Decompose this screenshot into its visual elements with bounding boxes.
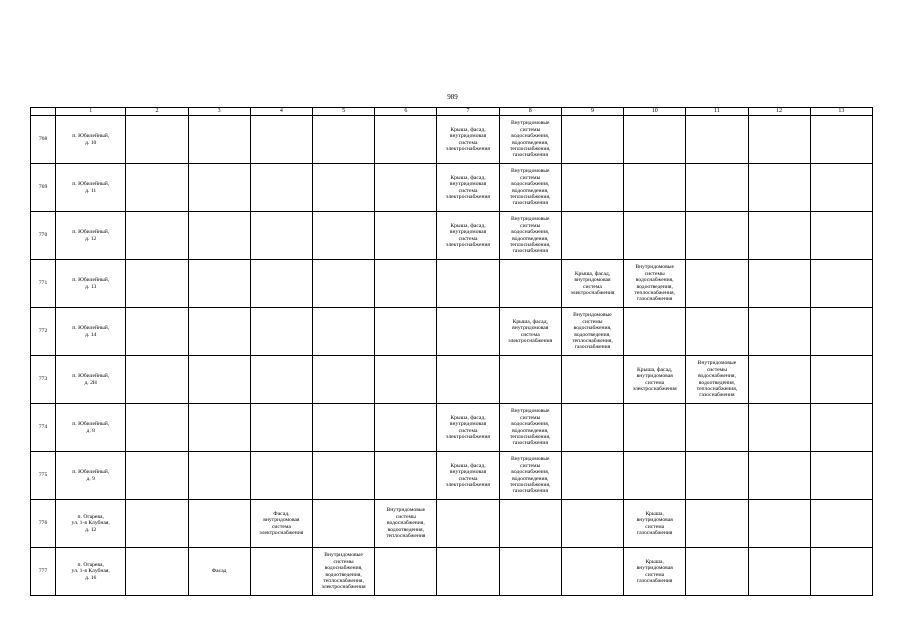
work-cell-col-3 (188, 404, 250, 452)
work-cell-col-3 (188, 500, 250, 548)
column-header-1: 1 (56, 108, 126, 116)
row-number-text: 771 (38, 280, 48, 287)
work-cell-col-8 (499, 356, 561, 404)
work-cell-col-3 (188, 452, 250, 500)
work-cell-col-11 (686, 116, 748, 164)
row-number-text: 774 (38, 424, 48, 431)
work-cell-col-6 (375, 260, 437, 308)
work-cell-col-5 (312, 308, 374, 356)
work-cell-col-9 (561, 500, 623, 548)
work-cell-col-7 (437, 500, 499, 548)
table-row (31, 548, 873, 596)
column-header-8: 8 (499, 108, 561, 116)
work-cell-col-11 (686, 452, 748, 500)
work-cell-col-5 (312, 452, 374, 500)
work-cell-col-7 (437, 116, 499, 164)
work-cell-col-4 (250, 260, 312, 308)
work-cell-col-8-text: Внутридомовые системы водоснабжения, водоотведения, теплоснабжения, газоснабжения (509, 168, 551, 207)
work-cell-col-8 (499, 164, 561, 212)
page-number: 989 (447, 93, 458, 101)
work-cell-col-6 (375, 356, 437, 404)
row-number-text: 773 (38, 376, 48, 383)
work-cell-col-5 (312, 164, 374, 212)
work-cell-col-10 (624, 116, 686, 164)
work-cell-col-2 (126, 308, 188, 356)
work-cell-col-10-text: Внутридомовые системы водоснабжения, водоотведения, теплоснабжения, газоснабжения (634, 264, 675, 303)
row-number (31, 212, 56, 260)
work-cell-col-2 (126, 260, 188, 308)
address-cell-text: п. Юбилейный, д. 14 (72, 325, 110, 338)
column-number-row (31, 108, 873, 116)
work-cell-col-7 (437, 404, 499, 452)
row-number-text: 777 (38, 568, 48, 575)
address-cell (56, 116, 126, 164)
work-cell-col-8 (499, 116, 561, 164)
work-cell-col-8-text: Внутридомовые системы водоснабжения, водоотведения, теплоснабжения, газоснабжения (509, 456, 551, 495)
work-cell-col-7-text: Крыша, фасад, внутридомовая система электроснабжения (446, 462, 491, 488)
address-cell (56, 356, 126, 404)
work-cell-col-13 (810, 356, 872, 404)
work-cell-col-2 (126, 548, 188, 596)
table-row (31, 308, 873, 356)
row-number (31, 164, 56, 212)
work-cell-col-12 (748, 260, 810, 308)
work-cell-col-4 (250, 548, 312, 596)
work-cell-col-2 (126, 356, 188, 404)
work-cell-col-5 (312, 116, 374, 164)
work-cell-col-12 (748, 308, 810, 356)
table-row (31, 356, 873, 404)
work-cell-col-9 (561, 212, 623, 260)
work-cell-col-7-text: Крыша, фасад, внутридомовая система электроснабжения (446, 414, 491, 440)
work-cell-col-12 (748, 404, 810, 452)
table-body (31, 108, 873, 596)
column-header-9: 9 (561, 108, 623, 116)
work-cell-col-9 (561, 548, 623, 596)
column-header-6: 6 (375, 108, 437, 116)
work-cell-col-2 (126, 404, 188, 452)
work-cell-col-13 (810, 500, 872, 548)
work-cell-col-6 (375, 404, 437, 452)
column-header-5: 5 (312, 108, 374, 116)
row-number-text: 775 (38, 472, 48, 479)
address-cell (56, 164, 126, 212)
work-cell-col-8-text: Крыша, фасад, внутридомовая система электроснабжения (508, 318, 553, 344)
row-number (31, 260, 56, 308)
column-header-12: 12 (748, 108, 810, 116)
table-row (31, 404, 873, 452)
work-cell-col-13 (810, 116, 872, 164)
work-cell-col-10-text: Крыша, внутридомовая система газоснабжения (636, 558, 673, 584)
column-header-3: 3 (188, 108, 250, 116)
address-cell (56, 548, 126, 596)
work-cell-col-3 (188, 164, 250, 212)
address-cell-text: п. Юбилейный, д. 13 (72, 277, 110, 290)
work-cell-col-11 (686, 212, 748, 260)
repair-schedule-table (30, 107, 873, 596)
work-cell-col-10 (624, 308, 686, 356)
address-cell (56, 452, 126, 500)
work-cell-col-4-text: Фасад, внутридомовая система электроснабжения (259, 510, 304, 536)
work-cell-col-10 (624, 356, 686, 404)
work-cell-col-10-text: Крыша, внутридомовая система газоснабжения (636, 510, 673, 536)
work-cell-col-8 (499, 404, 561, 452)
work-cell-col-9 (561, 308, 623, 356)
work-cell-col-3 (188, 356, 250, 404)
work-cell-col-6 (375, 452, 437, 500)
work-cell-col-4 (250, 116, 312, 164)
row-number (31, 452, 56, 500)
work-cell-col-6 (375, 308, 437, 356)
column-header-4: 4 (250, 108, 312, 116)
work-cell-col-12 (748, 548, 810, 596)
work-cell-col-5 (312, 548, 374, 596)
work-cell-col-2 (126, 212, 188, 260)
column-header-11: 11 (686, 108, 748, 116)
work-cell-col-9 (561, 404, 623, 452)
work-cell-col-8 (499, 548, 561, 596)
address-cell-text: п. Юбилейный, д. 10 (72, 133, 110, 146)
work-cell-col-13 (810, 452, 872, 500)
work-cell-col-13 (810, 260, 872, 308)
work-cell-col-7 (437, 308, 499, 356)
work-cell-col-4 (250, 308, 312, 356)
work-cell-col-11 (686, 164, 748, 212)
work-cell-col-9 (561, 116, 623, 164)
work-cell-col-10 (624, 452, 686, 500)
work-cell-col-4 (250, 452, 312, 500)
row-number-text: 776 (38, 520, 48, 527)
work-cell-col-10-text: Крыша, фасад, внутридомовая система электроснабжения (632, 366, 677, 392)
work-cell-col-8-text: Внутридомовые системы водоснабжения, водоотведения, теплоснабжения, газоснабжения (509, 408, 551, 447)
column-header-blank (31, 108, 56, 116)
work-cell-col-7 (437, 356, 499, 404)
address-cell-text: п. Юбилейный, д. 8 (72, 421, 110, 434)
work-cell-col-7-text: Крыша, фасад, внутридомовая система электроснабжения (446, 126, 491, 152)
address-cell (56, 308, 126, 356)
work-cell-col-11-text: Внутридомовые системы водоснабжения, водоотведения, теплоснабжения, газоснабжения (696, 360, 738, 399)
work-cell-col-3-text: Фасад (211, 568, 227, 575)
work-cell-col-8 (499, 212, 561, 260)
work-cell-col-2 (126, 116, 188, 164)
row-number-text: 769 (38, 184, 48, 191)
address-cell (56, 404, 126, 452)
table-row (31, 116, 873, 164)
work-cell-col-13 (810, 212, 872, 260)
work-cell-col-7-text: Крыша, фасад, внутридомовая система электроснабжения (446, 174, 491, 200)
work-cell-col-6 (375, 164, 437, 212)
work-cell-col-12 (748, 356, 810, 404)
work-cell-col-12 (748, 164, 810, 212)
table-row (31, 452, 873, 500)
address-cell (56, 500, 126, 548)
work-cell-col-9 (561, 260, 623, 308)
work-cell-col-3 (188, 116, 250, 164)
work-cell-col-2 (126, 500, 188, 548)
work-cell-col-12 (748, 500, 810, 548)
address-cell-text: п. Огарева, ул. 1-я Клубная, д. 12 (71, 513, 110, 533)
work-cell-col-11 (686, 308, 748, 356)
work-cell-col-10 (624, 404, 686, 452)
address-cell (56, 212, 126, 260)
address-cell-text: п. Юбилейный, д. 2Н (72, 373, 110, 386)
work-cell-col-3 (188, 260, 250, 308)
row-number-text: 768 (38, 136, 48, 143)
work-cell-col-10 (624, 260, 686, 308)
row-number (31, 500, 56, 548)
work-cell-col-4 (250, 500, 312, 548)
work-cell-col-3 (188, 212, 250, 260)
work-cell-col-10 (624, 212, 686, 260)
column-header-13: 13 (810, 108, 872, 116)
column-header-7: 7 (437, 108, 499, 116)
address-cell-text: п. Огарева, ул. 1-я Клубная, д. 16 (71, 561, 110, 581)
work-cell-col-12 (748, 212, 810, 260)
work-cell-col-6 (375, 212, 437, 260)
work-cell-col-5 (312, 212, 374, 260)
work-cell-col-5-text: Внутридомовые системы водоснабжения, водоотведения, теплоснабжения, электроснабжения (321, 552, 366, 591)
work-cell-col-11 (686, 356, 748, 404)
table-row (31, 500, 873, 548)
row-number (31, 548, 56, 596)
row-number-text: 770 (38, 232, 48, 239)
work-cell-col-4 (250, 404, 312, 452)
address-cell-text: п. Юбилейный, д. 11 (72, 181, 110, 194)
work-cell-col-7 (437, 452, 499, 500)
row-number (31, 308, 56, 356)
work-cell-col-11 (686, 404, 748, 452)
work-cell-col-7 (437, 164, 499, 212)
work-cell-col-11 (686, 260, 748, 308)
work-cell-col-6 (375, 116, 437, 164)
work-cell-col-5 (312, 404, 374, 452)
work-cell-col-6-text: Внутридомовые системы водоснабжения, водоотведения, теплоснабжения (386, 507, 426, 540)
column-header-2: 2 (126, 108, 188, 116)
work-cell-col-7 (437, 212, 499, 260)
work-cell-col-8-text: Внутридомовые системы водоснабжения, водоотведения, теплоснабжения, газоснабжения (509, 120, 551, 159)
work-cell-col-10 (624, 164, 686, 212)
address-cell-text: п. Юбилейный, д. 9 (72, 469, 110, 482)
table-row (31, 164, 873, 212)
work-cell-col-3 (188, 308, 250, 356)
work-cell-col-8 (499, 260, 561, 308)
work-cell-col-11 (686, 548, 748, 596)
work-cell-col-9 (561, 452, 623, 500)
row-number (31, 404, 56, 452)
work-cell-col-7-text: Крыша, фасад, внутридомовая система электроснабжения (446, 222, 491, 248)
work-cell-col-9 (561, 164, 623, 212)
table-row (31, 260, 873, 308)
address-cell-text: п. Юбилейный, д. 12 (72, 229, 110, 242)
address-cell (56, 260, 126, 308)
work-cell-col-12 (748, 452, 810, 500)
work-cell-col-8 (499, 452, 561, 500)
work-cell-col-4 (250, 212, 312, 260)
work-cell-col-9-text: Внутридомовые системы водоснабжения, водоотведения, теплоснабжения, газоснабжения (572, 312, 613, 351)
work-cell-col-10 (624, 548, 686, 596)
column-header-10: 10 (624, 108, 686, 116)
work-cell-col-8-text: Внутридомовые системы водоснабжения, водоотведения, теплоснабжения, газоснабжения (509, 216, 551, 255)
work-cell-col-10 (624, 500, 686, 548)
row-number (31, 116, 56, 164)
work-cell-col-13 (810, 548, 872, 596)
row-number (31, 356, 56, 404)
work-cell-col-7 (437, 260, 499, 308)
work-cell-col-13 (810, 404, 872, 452)
row-number-text: 772 (38, 328, 48, 335)
work-cell-col-7 (437, 548, 499, 596)
work-cell-col-2 (126, 452, 188, 500)
work-cell-col-12 (748, 116, 810, 164)
work-cell-col-8 (499, 500, 561, 548)
work-cell-col-8 (499, 308, 561, 356)
work-cell-col-5 (312, 260, 374, 308)
work-cell-col-3 (188, 548, 250, 596)
work-cell-col-11 (686, 500, 748, 548)
work-cell-col-9-text: Крыша, фасад, внутридомовая система электроснабжения (570, 270, 615, 296)
work-cell-col-4 (250, 164, 312, 212)
work-cell-col-13 (810, 308, 872, 356)
work-cell-col-13 (810, 164, 872, 212)
work-cell-col-4 (250, 356, 312, 404)
work-cell-col-6 (375, 500, 437, 548)
table-row (31, 212, 873, 260)
work-cell-col-5 (312, 356, 374, 404)
work-cell-col-6 (375, 548, 437, 596)
work-cell-col-9 (561, 356, 623, 404)
work-cell-col-5 (312, 500, 374, 548)
work-cell-col-2 (126, 164, 188, 212)
